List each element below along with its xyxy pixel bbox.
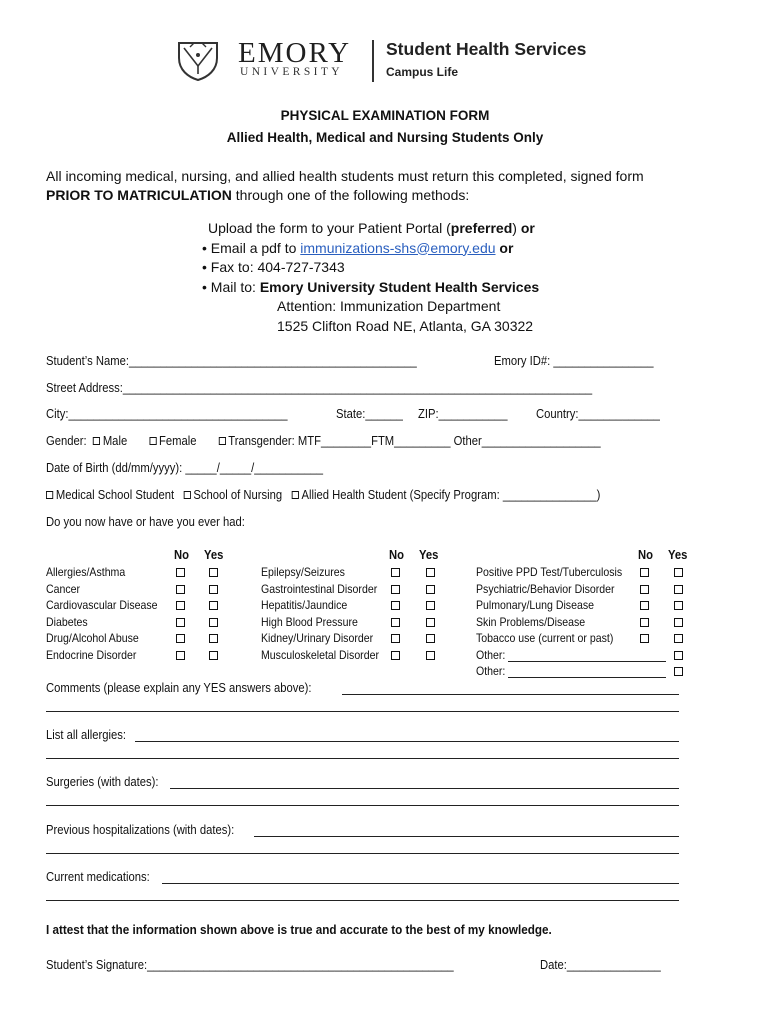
no-checkbox[interactable] (176, 601, 185, 610)
condition-label: Epilepsy/Seizures (261, 565, 345, 579)
yes-checkbox[interactable] (209, 601, 218, 610)
no-checkbox[interactable] (640, 618, 649, 627)
method-mail: • Mail to: Emory University Student Health Services (202, 278, 540, 295)
yes-checkbox[interactable] (209, 651, 218, 660)
no-checkbox[interactable] (391, 634, 400, 643)
yes-checkbox[interactable] (426, 601, 435, 610)
intro-bold: PRIOR TO MATRICULATION (46, 187, 232, 203)
no-checkbox[interactable] (391, 651, 400, 660)
male-label: Male (102, 434, 128, 448)
no-checkbox[interactable] (391, 568, 400, 577)
program-row (46, 488, 600, 502)
comments-label: Comments (please explain any YES answers above): (46, 681, 312, 695)
no-checkbox[interactable] (176, 585, 185, 594)
intro-text (46, 167, 736, 205)
allergies-label: List all allergies: (46, 728, 127, 742)
no-checkbox[interactable] (391, 618, 400, 627)
dob-field[interactable]: Date of Birth (dd/mm/yyyy): _____/_____/___________ (46, 461, 324, 475)
female-checkbox[interactable] (149, 437, 156, 445)
condition-label: Skin Problems/Disease (476, 614, 586, 629)
surgeries-line-1[interactable] (170, 788, 679, 789)
hospitalizations-line-2[interactable] (46, 853, 679, 854)
no-checkbox[interactable] (176, 618, 185, 627)
university-wordmark: UNIVERSITY (240, 66, 343, 78)
hospitalizations-label: Previous hospitalizations (with dates): (46, 823, 235, 837)
col3-yes-header: Yes (668, 548, 688, 562)
medications-label: Current medications: (46, 870, 150, 884)
comments-line-1[interactable] (342, 694, 679, 695)
yes-checkbox[interactable] (426, 568, 435, 577)
nursing-checkbox[interactable] (183, 491, 190, 499)
condition-label: Positive PPD Test/Tuberculosis (476, 565, 623, 579)
yes-checkbox[interactable] (674, 667, 683, 676)
allergies-line-1[interactable] (135, 741, 679, 742)
condition-label: Gastrointestinal Disorder (261, 581, 378, 596)
street-address-field[interactable]: Street Address:___________________________________________________________________________ (46, 381, 593, 395)
emory-id-field[interactable]: Emory ID#: ________________ (494, 354, 654, 368)
condition-label: Endocrine Disorder (46, 647, 137, 662)
mail-attention: Attention: Immunization Department (277, 298, 501, 314)
yes-checkbox[interactable] (426, 618, 435, 627)
date-field[interactable]: Date:_______________ (540, 958, 661, 972)
allergies-line-2[interactable] (46, 758, 679, 759)
no-checkbox[interactable] (640, 568, 649, 577)
no-checkbox[interactable] (176, 651, 185, 660)
yes-checkbox[interactable] (209, 634, 218, 643)
condition-label: Allergies/Asthma (46, 565, 126, 579)
medical-school-label: Medical School Student (55, 488, 175, 502)
no-checkbox[interactable] (176, 568, 185, 577)
attestation-statement: I attest that the information shown above is true and accurate to the best of my knowledge. (46, 922, 552, 937)
yes-checkbox[interactable] (209, 618, 218, 627)
no-checkbox[interactable] (640, 585, 649, 594)
transgender-field[interactable]: Transgender: MTF________FTM_________ Other___________________ (228, 434, 601, 448)
hospitalizations-line-1[interactable] (254, 836, 679, 837)
zip-field[interactable]: ZIP:___________ (418, 407, 508, 421)
intro-end: through one of the following methods: (231, 187, 470, 203)
col2-no-header: No (389, 548, 405, 562)
method-upload: Upload the form to your Patient Portal (preferred) or (208, 220, 535, 236)
female-label: Female (158, 434, 197, 448)
yes-checkbox[interactable] (674, 568, 683, 577)
allied-health-field[interactable]: Allied Health Student (Specify Program: _______________) (301, 488, 601, 502)
country-field[interactable]: Country:_____________ (536, 407, 660, 421)
history-question: Do you now have or have you ever had: (46, 515, 245, 529)
nursing-label: School of Nursing (193, 488, 283, 502)
no-checkbox[interactable] (640, 634, 649, 643)
condition-label: Other: (476, 664, 506, 678)
emory-shield-icon (176, 40, 220, 82)
no-checkbox[interactable] (391, 601, 400, 610)
allied-health-checkbox[interactable] (292, 491, 299, 499)
condition-label: Hepatitis/Jaundice (261, 598, 348, 612)
col1-no-header: No (174, 548, 190, 562)
medical-school-checkbox[interactable] (46, 491, 53, 499)
signature-field[interactable]: Student’s Signature:_________________________________________________ (46, 958, 454, 972)
male-checkbox[interactable] (93, 437, 100, 445)
condition-label: Other: (476, 647, 506, 662)
yes-checkbox[interactable] (209, 568, 218, 577)
yes-checkbox[interactable] (674, 634, 683, 643)
surgeries-line-2[interactable] (46, 805, 679, 806)
condition-label: Drug/Alcohol Abuse (46, 631, 139, 645)
form-subtitle: Allied Health, Medical and Nursing Students Only (226, 130, 544, 145)
emory-logo (176, 38, 606, 86)
state-field[interactable]: State:______ (336, 407, 403, 421)
col3-no-header: No (638, 548, 654, 562)
city-field[interactable]: City:___________________________________ (46, 407, 288, 421)
condition-label: Cancer (46, 581, 81, 596)
condition-label: Diabetes (46, 614, 88, 629)
logo-divider (372, 40, 374, 82)
yes-checkbox[interactable] (674, 601, 683, 610)
condition-label: Psychiatric/Behavior Disorder (476, 581, 615, 596)
gender-row (46, 434, 601, 448)
condition-label: High Blood Pressure (261, 614, 358, 629)
other-condition-line[interactable] (508, 677, 666, 678)
method-fax: • Fax to: 404-727-7343 (202, 259, 345, 275)
no-checkbox[interactable] (176, 634, 185, 643)
yes-checkbox[interactable] (426, 585, 435, 594)
yes-checkbox[interactable] (426, 634, 435, 643)
yes-checkbox[interactable] (674, 651, 683, 660)
condition-label: Pulmonary/Lung Disease (476, 598, 594, 612)
yes-checkbox[interactable] (674, 585, 683, 594)
student-name-field[interactable]: Student’s Name:______________________________________________ (46, 354, 417, 368)
col1-yes-header: Yes (204, 548, 224, 562)
method-email: • Email a pdf to immunizations-shs@emory.edu or (202, 239, 514, 256)
transgender-checkbox[interactable] (218, 437, 225, 445)
col2-yes-header: Yes (419, 548, 439, 562)
condition-label: Kidney/Urinary Disorder (261, 631, 374, 645)
condition-label: Musculoskeletal Disorder (261, 647, 379, 662)
emory-wordmark: EMORY (238, 37, 352, 69)
gender-label: Gender: (46, 434, 87, 448)
intro-start: All incoming medical, nursing, and allied health students must return this completed, signed form (46, 168, 644, 184)
medications-line-1[interactable] (162, 883, 679, 884)
yes-checkbox[interactable] (674, 618, 683, 627)
condition-label: Tobacco use (current or past) (476, 631, 614, 645)
email-link[interactable]: immunizations-shs@emory.edu (300, 239, 496, 256)
form-title: PHYSICAL EXAMINATION FORM (280, 108, 490, 123)
mail-address: 1525 Clifton Road NE, Atlanta, GA 30322 (277, 317, 534, 334)
yes-checkbox[interactable] (426, 651, 435, 660)
no-checkbox[interactable] (640, 601, 649, 610)
condition-label: Cardiovascular Disease (46, 598, 158, 612)
department-sub: Campus Life (386, 65, 459, 79)
other-condition-line[interactable] (508, 661, 666, 662)
department-name: Student Health Services (386, 39, 587, 59)
surgeries-label: Surgeries (with dates): (46, 775, 159, 789)
yes-checkbox[interactable] (209, 585, 218, 594)
medications-line-2[interactable] (46, 900, 679, 901)
comments-line-2[interactable] (46, 711, 679, 712)
no-checkbox[interactable] (391, 585, 400, 594)
submission-methods (190, 219, 539, 336)
